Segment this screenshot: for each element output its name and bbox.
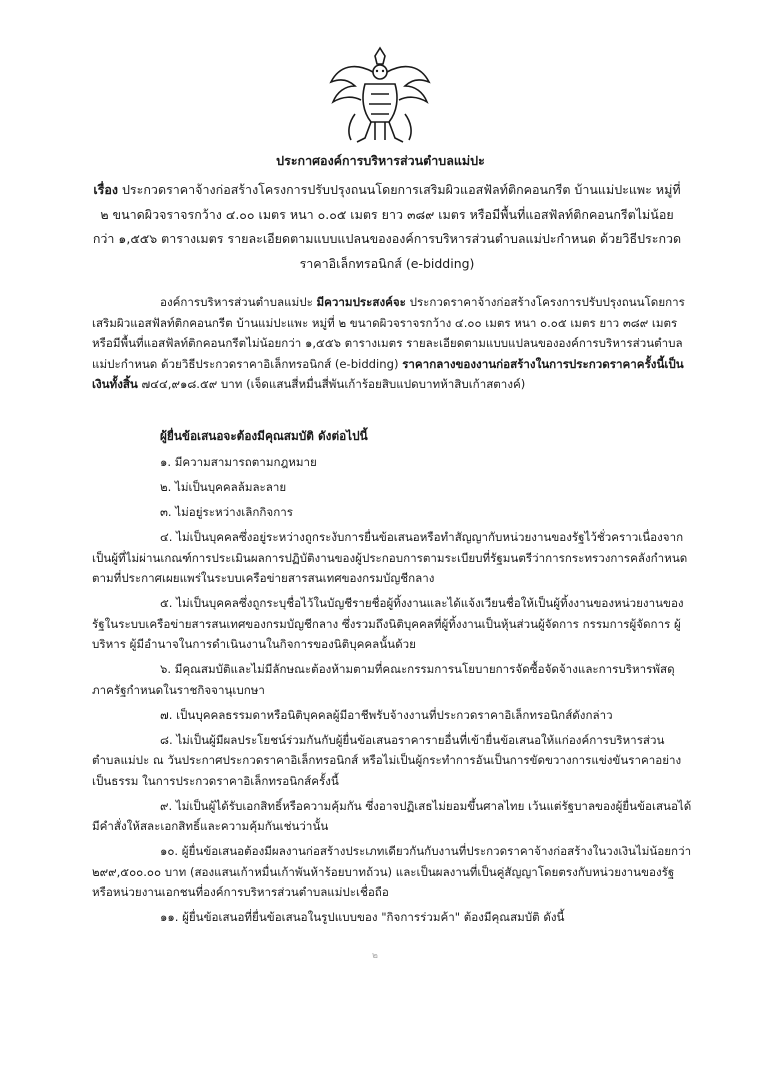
list-item: ๑๑. ผู้ยื่นข้อเสนอที่ยื่นข้อเสนอในรูปแบบของ "กิจการร่วมค้า" ต้องมีคุณสมบัติ ดังนี้ [160,910,565,924]
list-item: ๕. ไม่เป็นบุคคลซึ่งถูกระบุชื่อไว้ในบัญชีรายชื่อผู้ทิ้งงานและได้แจ้งเวียนชื่อให้เป็นผู้ทิ้งงานของหน่วยงานของรัฐในระบบเครือข่ายสารสนเทศของกรมบัญชีกลาง ซึ่งรวมถึงนิติบุคคลที่ผู้ทิ้งงานเป็นหุ้นส่วนผู้จัดการ กรรมการผู้จัดการ ผู้บริหาร ผู้มีอำนาจในการดำเนินงานในกิจการของนิติบุคคลนั้นด้วย [92,596,684,651]
qualifications-heading: ผู้ยื่นข้อเสนอจะต้องมีคุณสมบัติ ดังต่อไปนี้ [160,429,368,443]
list-item: ๔. ไม่เป็นบุคคลซึ่งอยู่ระหว่างถูกระงับการยื่นข้อเสนอหรือทำสัญญากับหน่วยงานของรัฐไว้ชั่วคราวเนื่องจากเป็นผู้ที่ไม่ผ่านเกณฑ์การประเมินผลการปฏิบัติงานของผู้ประกอบการตามระเบียบที่รัฐมนตรีว่าการกระทรวงการคลังกำหนดตามที่ประกาศเผยแพร่ในระบบเครือข่ายสารสนเทศของกรมบัญชีกลาง [92,530,688,585]
garuda-emblem-icon [325,42,435,150]
page-number: ๒ [372,951,378,961]
intro-bold-2: ราคากลางของงานก่อสร้างในการประกวดราคาครั้งนี้เป็นเงินทั้งสิ้น [92,356,684,391]
intro-part-2: ประกวดราคาจ้างก่อสร้างโครงการปรับปรุงถนนโดยการเสริมผิวแอสฟัลท์ติกคอนกรีต บ้านแม่ปะแพะ หมู่ที่ ๒ ขนาดผิวจราจรกว้าง ๔.๐๐ เมตร หนา ๐.๐๕ เมตร ยาว ๓๘๙ เมตร หรือมีพื้นที่แอสฟัลท์ติกคอนกรีตไม่น้อยกว่า ๑,๕๕๖ ตารางเมตร รายละเอียดตามแบบแปลนขององค์การบริหารส่วนตำบลแม่ปะกำหนด ด้วยวิธีประกวดราคาอิเล็กทรอนิกส์ (e-bidding) [92,295,685,371]
intro-part-3: ๗๔๔,๙๑๘.๕๙ บาท (เจ็ดแสนสี่หมื่นสี่พันเก้าร้อยสิบแปดบาทห้าสิบเก้าสตางค์) [137,377,526,391]
subject-label: เรื่อง [93,182,119,197]
qualifications-list [92,452,692,932]
document-title: ประกาศองค์การบริหารส่วนตำบลแม่ปะ [276,153,485,168]
intro-bold-1: มีความประสงค์จะ [316,295,406,309]
list-item: ๖. มีคุณสมบัติและไม่มีลักษณะต้องห้ามตามที่คณะกรรมการนโยบายการจัดซื้อจัดจ้างและการบริหารพัสดุภาครัฐกำหนดในราชกิจจานุเบกษา [92,662,675,697]
intro-part-1: องค์การบริหารส่วนตำบลแม่ปะ [160,295,317,309]
list-item: ๘. ไม่เป็นผู้มีผลประโยชน์ร่วมกันกับผู้ยื่นข้อเสนอราคารายอื่นที่เข้ายื่นข้อเสนอให้แก่องค์การบริหารส่วนตำบลแม่ปะ ณ วันประกาศประกวดราคาอิเล็กทรอนิกส์ หรือไม่เป็นผู้กระทำการอันเป็นการขัดขวางการแข่งขันราคาอย่างเป็นธรรม ในการประกวดราคาอิเล็กทรอนิกส์ครั้งนี้ [92,732,682,788]
list-item: ๓. ไม่อยู่ระหว่างเลิกกิจการ [160,505,293,519]
list-item: ๑๐. ผู้ยื่นข้อเสนอต้องมีผลงานก่อสร้างประเภทเดียวกันกับงานที่ประกวดราคาจ้างก่อสร้างในวงเงินไม่น้อยกว่า ๒๙๙,๕๐๐.๐๐ บาท (สองแสนเก้าหมื่นเก้าพันห้าร้อยบาทถ้วน) และเป็นผลงานที่เป็นคู่สัญญาโดยตรงกับหน่วยงานของรัฐ หรือหน่วยงานเอกชนที่องค์การบริหารส่วนตำบลแม่ปะเชื่อถือ [92,844,692,899]
list-item: ๙. ไม่เป็นผู้ได้รับเอกสิทธิ์หรือความคุ้มกัน ซึ่งอาจปฏิเสธไม่ยอมขึ้นศาลไทย เว้นแต่รัฐบาลของผู้ยื่นข้อเสนอได้มีคำสั่งให้สละเอกสิทธิ์และความคุ้มกันเช่นว่านั้น [92,798,692,833]
subject-text: ประกวดราคาจ้างก่อสร้างโครงการปรับปรุงถนนโดยการเสริมผิวแอสฟัลท์ติกคอนกรีต บ้านแม่ปะแพะ หมู่ที่ ๒ ขนาดผิวจราจรกว้าง ๔.๐๐ เมตร หนา ๐.๐๕ เมตร ยาว ๓๘๙ เมตร หรือมีพื้นที่แอสฟัลท์ติกคอนกรีตไม่น้อยกว่า ๑,๕๕๖ ตารางเมตร รายละเอียดตามแบบแปลนขององค์การบริหารส่วนตำบลแม่ปะกำหนด ด้วยวิธีประกวดราคาอิเล็กทรอนิกส์ (e-bidding) [92,182,682,271]
list-item: ๑. มีความสามารถตามกฎหมาย [160,455,317,469]
list-item: ๗. เป็นบุคคลธรรมดาหรือนิติบุคคลผู้มีอาชีพรับจ้างงานที่ประกวดราคาอิเล็กทรอนิกส์ดังกล่าว [160,707,613,722]
list-item: ๒. ไม่เป็นบุคคลล้มละลาย [160,480,287,494]
document-subject [92,178,682,276]
intro-paragraph [92,292,692,395]
